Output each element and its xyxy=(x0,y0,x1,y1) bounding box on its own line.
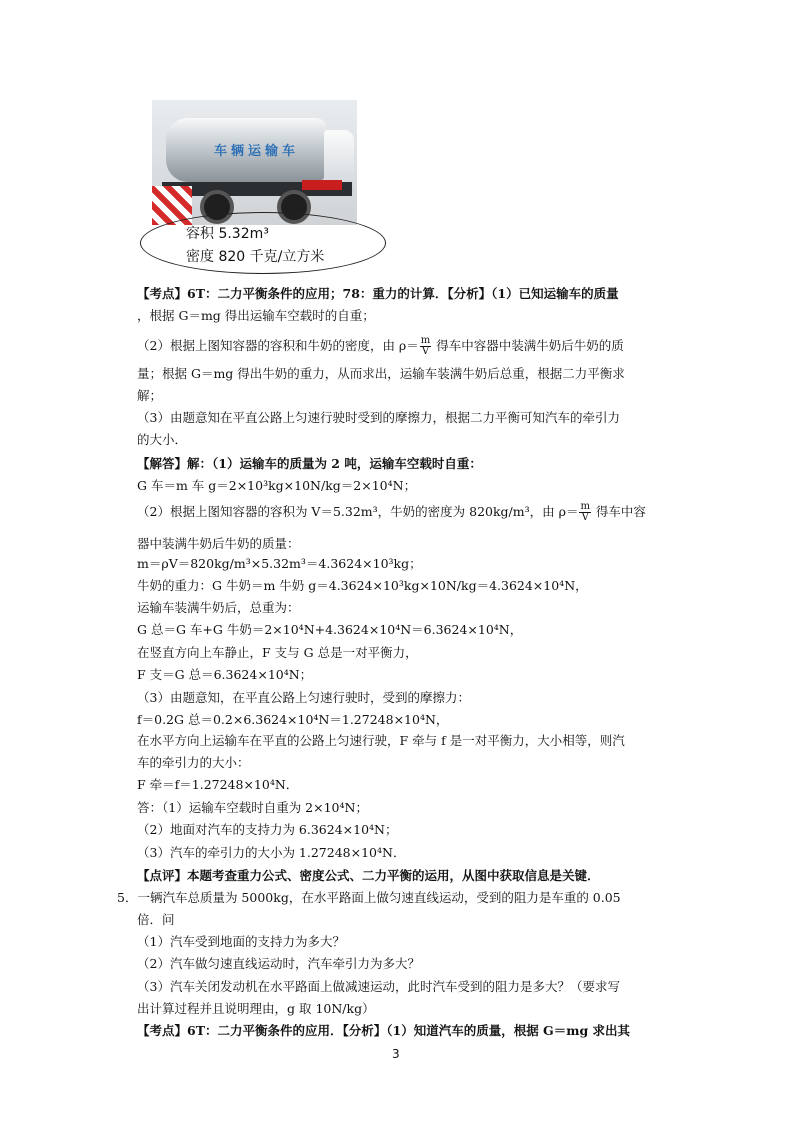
text-line: 【考点】6T：二力平衡条件的应用．【分析】（1）知道汽车的质量，根据 G＝mg 求出其 xyxy=(137,1023,631,1038)
text-line: 倍．问 xyxy=(137,912,175,927)
text-line: （3）由题意知在平直公路上匀速行驶时受到的摩擦力，根据二力平衡可知汽车的牵引力 xyxy=(137,410,620,425)
text-line: （2）根据上图知容器的容积和牛奶的密度，由 ρ＝ $\frac{m}{V}$ 得车中容器中装满牛奶后牛奶的质 xyxy=(137,335,624,357)
capacity-caption: 容积 5.32m³ xyxy=(186,226,269,242)
text-line: 【点评】本题考查重力公式、密度公式、二力平衡的运用，从图中获取信息是关键． xyxy=(137,868,600,883)
text-line: 量；根据 G＝mg 得出牛奶的重力，从而求出，运输车装满牛奶后总重，根据二力平衡求 xyxy=(137,366,625,381)
text-line: 器中装满牛奶后牛奶的质量： xyxy=(137,536,300,551)
text-line: 5．一辆汽车总质量为 5000kg，在水平路面上做匀速直线运动，受到的阻力是车重的 0.05 xyxy=(117,890,621,905)
density-caption: 密度 820 千克/立方米 xyxy=(186,249,325,265)
text-line: G 车＝m 车 g＝2×10³kg×10N/kg＝2×10⁴N； xyxy=(137,478,417,493)
text-line: （2）地面对汽车的支持力为 6.3624×10⁴N； xyxy=(137,822,398,837)
text-line: 【解答】解：（1）运输车的质量为 2 吨，运输车空载时自重： xyxy=(137,456,482,471)
text-line: （3）汽车关闭发动机在水平路面上做减速运动，此时汽车受到的阻力是多大？（要求写 xyxy=(137,979,620,994)
text-line: 车的牵引力的大小： xyxy=(137,755,250,770)
text-line: （2）汽车做匀速直线运动时，汽车牵引力为多大？ xyxy=(137,956,420,971)
text-line: m＝ρV＝820kg/m³×5.32m³＝4.3624×10³kg； xyxy=(137,556,422,571)
text-line: 解； xyxy=(137,388,163,403)
density-fraction: $\frac{m}{V}$ xyxy=(420,335,431,357)
text-line: F 牵＝f＝1.27248×10⁴N． xyxy=(137,777,299,792)
text-line: ，根据 G＝mg 得出运输车空载时的自重； xyxy=(137,308,375,323)
red-side-rail xyxy=(302,180,342,190)
text-line: 答：（1）运输车空载时自重为 2×10⁴N； xyxy=(137,800,368,815)
text-line: 牛奶的重力：G 牛奶＝m 牛奶 g＝4.3624×10³kg×10N/kg＝4.3624×10⁴N， xyxy=(137,578,588,593)
text-line: G 总＝G 车+G 牛奶＝2×10⁴N+4.3624×10⁴N＝6.3624×10⁴N， xyxy=(137,622,523,637)
page-number: 3 xyxy=(392,1047,400,1061)
density-fraction: $\frac{m}{V}$ xyxy=(580,501,590,523)
tanker-truck-photo xyxy=(152,100,357,225)
tank-lettering: 车辆运输车 xyxy=(214,144,300,159)
text-line: 的大小． xyxy=(137,432,188,447)
text-line: 运输车装满牛奶后，总重为： xyxy=(137,600,300,615)
text-line: 在水平方向上运输车在平直的公路上匀速行驶，F 牵与 f 是一对平衡力，大小相等，则汽 xyxy=(137,733,625,748)
text-line: （1）汽车受到地面的支持力为多大？ xyxy=(137,934,345,949)
text-line: 【考点】6T：二力平衡条件的应用；78：重力的计算．【分析】（1）已知运输车的质量 xyxy=(137,286,619,301)
text-line: F 支＝G 总＝6.3624×10⁴N； xyxy=(137,667,313,682)
text-line: （2）根据上图知容器的容积为 V＝5.32m³，牛奶的密度为 820kg/m³，由 ρ＝ $\frac{m}{V}$ 得车中容 xyxy=(137,501,646,523)
tanker-truck-figure xyxy=(140,100,390,275)
text-line: 出计算过程并且说明理由，g 取 10N/kg） xyxy=(137,1001,375,1016)
text-line: 在竖直方向上车静止，F 支与 G 总是一对平衡力， xyxy=(137,645,418,660)
text-line: f＝0.2G 总＝0.2×6.3624×10⁴N＝1.27248×10⁴N， xyxy=(137,712,449,727)
text-line: （3）由题意知，在平直公路上匀速行驶时，受到的摩擦力： xyxy=(137,690,470,705)
text-line: （3）汽车的牵引力的大小为 1.27248×10⁴N． xyxy=(137,845,406,860)
